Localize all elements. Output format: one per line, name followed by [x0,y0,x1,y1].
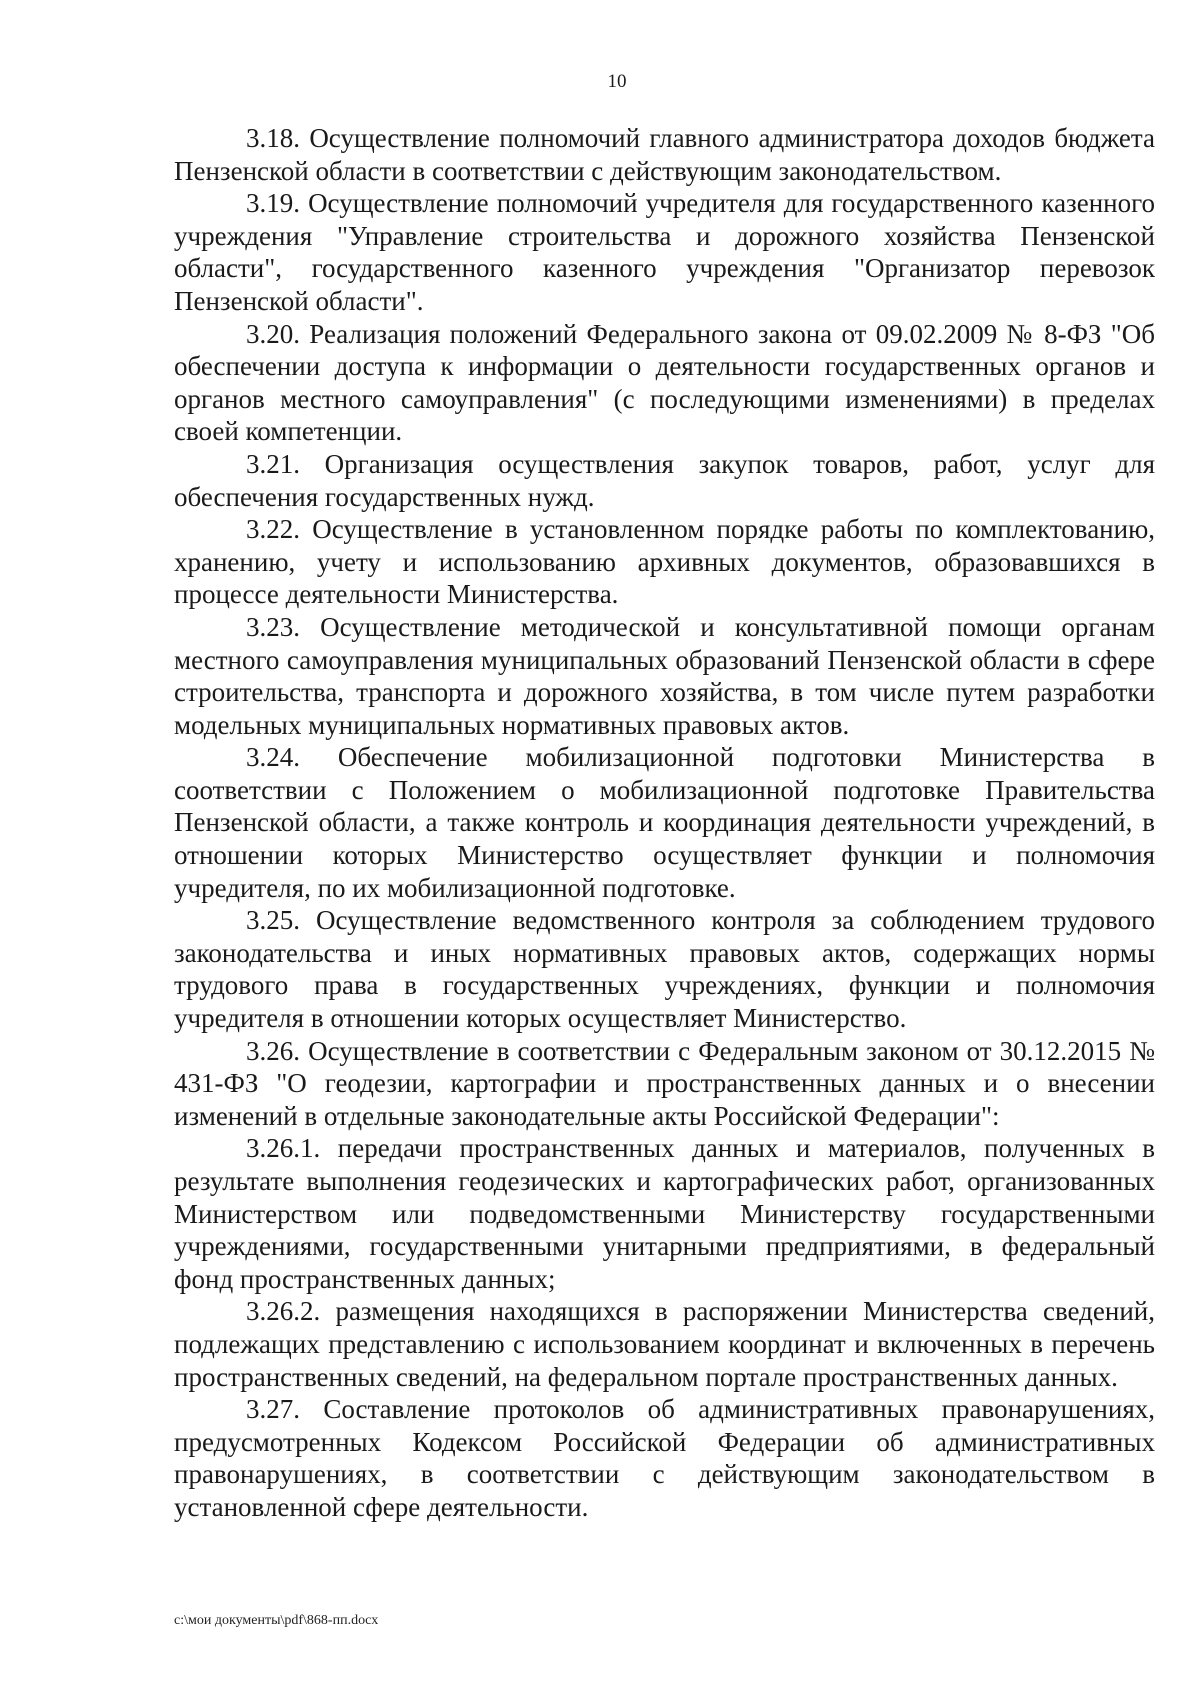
clause-text: Осуществление в установленном порядке работы по комплектованию, хранению, учету и использованию архивных документов, образовавшихся в процессе деятельности Министерства. [174,514,1156,610]
clause-text: размещения находящихся в распоряжении Министерства сведений, подлежащих представлению с использованием координат и включенных в перечень пространственных сведений, на федеральном портале пространственных данных. [174,1296,1155,1392]
clause-3-24 [174,741,1155,904]
clause-number: 3.23. [246,611,300,642]
page-number: 10 [607,71,627,92]
clause-text: Осуществление полномочий главного администратора доходов бюджета Пензенской области в соответствии с действующим законодательством. [174,123,1155,186]
clause-number: 3.20. [246,318,300,349]
clause-text: Организация осуществления закупок товаров, работ, услуг для обеспечения государственных нужд. [174,448,1156,512]
clause-3-18 [174,122,1155,187]
clause-3-21 [174,448,1155,513]
clause-number: 3.26. [246,1035,300,1066]
clause-text: Осуществление в соответствии с Федеральным законом от 30.12.2015 № 431-ФЗ "О геодезии, картографии и пространственных данных и о внесении изменений в отдельные законодательные акты Российской Федерации": [174,1035,1156,1131]
clause-number: 3.26.2. [246,1296,321,1327]
clause-number: 3.21. [246,448,300,479]
clause-3-22 [174,513,1155,611]
clause-text: Обеспечение мобилизационной подготовки Министерства в соответствии с Положением о мобилизационной подготовке Правительства Пензенской области, а также контроль и координация деятельности учреждений, в отношении которых Министерство осуществляет функции и полномочия учредителя, по их мобилизационной подготовке. [174,742,1156,903]
clause-3-27 [174,1393,1155,1523]
clause-text: Осуществление ведомственного контроля за соблюдением трудового законодательства и иных нормативных правовых актов, содержащих нормы трудового права в государственных учреждениях, функции и полномочия учредителя в отношении которых осуществляет Министерство. [174,905,1156,1034]
clause-number: 3.19. [246,188,300,219]
clause-number: 3.26.1. [246,1133,321,1164]
clause-text: Осуществление методической и консультативной помощи органам местного самоуправления муниципальных образований Пензенской области в сфере строительства, транспорта и дорожного хозяйства, в том числе путем разработки модельных муниципальных нормативных правовых актов. [174,611,1156,740]
clause-3-23 [174,611,1155,741]
clause-3-26 [174,1035,1155,1133]
clause-number: 3.27. [246,1394,300,1425]
clause-number: 3.22. [246,514,300,545]
document-body [174,122,1155,1524]
footer-file-path: c:\мои документы\pdf\868-пп.docx [174,1613,379,1628]
clause-3-19 [174,187,1155,317]
clause-number: 3.25. [246,905,300,936]
clause-text: Осуществление полномочий учредителя для государственного казенного учреждения "Управление строительства и дорожного хозяйства Пензенской области", государственного казенного учреждения "Организатор перевозок Пензенской области". [174,188,1156,316]
clause-3-20 [174,318,1155,448]
clause-number: 3.18. [246,123,300,153]
clause-3-25 [174,904,1155,1034]
clause-text: Реализация положений Федерального закона от 09.02.2009 № 8-ФЗ "Об обеспечении доступа к информации о деятельности государственных органов и органов местного самоуправления" (с последующими изменениями) в пределах своей компетенции. [174,318,1155,447]
clause-text: передачи пространственных данных и материалов, полученных в результате выполнения геодезических и картографических работ, организованных Министерством или подведомственными Министерству государственными учреждениями, государственными унитарными предприятиями, в федеральный фонд пространственных данных; [174,1133,1155,1294]
clause-3-26-2 [174,1295,1155,1393]
clause-text: Составление протоколов об административных правонарушениях, предусмотренных Кодексом Российской Федерации об административных правонарушениях, в соответствии с действующим законодательством в установленной сфере деятельности. [174,1394,1156,1522]
clause-number: 3.24. [246,742,300,773]
clause-3-26-1 [174,1132,1155,1295]
